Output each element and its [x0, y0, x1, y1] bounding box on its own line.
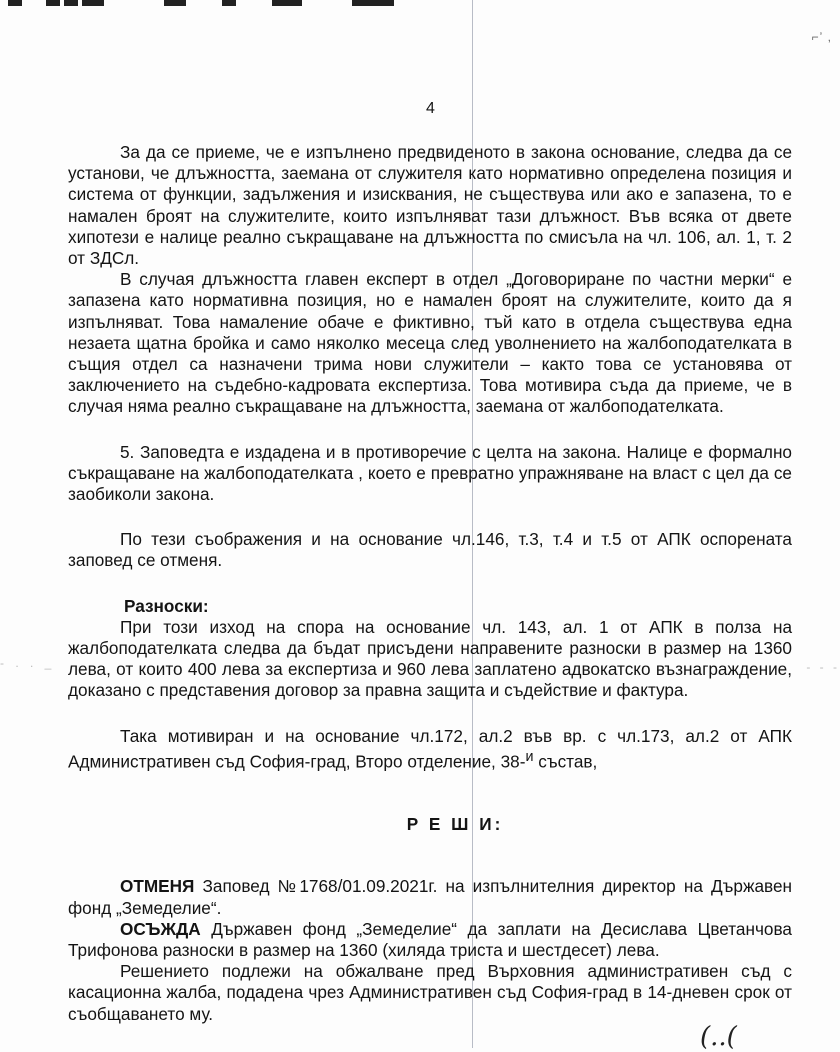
paragraph-case-analysis: В случая длъжността главен експерт в отдел „Договориране по частни мерки“ е запазена като нормативна позиция, но е намален броят на служителите, които да я изпълняват. Това намаление обаче е фиктивно, тъй като в отдела съществува една незаета щатна бройка и само няколко месеца след уволнението на жалбоподателката в същия отдел са назначени трима нови служители – както това се установява от заключението на съдебно-кадровата експертиза. Това мотивира съда да приеме, че в случая няма реално съкращаване на длъжността, заемана от жалбоподателката. — [68, 269, 792, 417]
paragraph-order — [68, 919, 792, 961]
ordinal-suffix: и — [525, 748, 534, 765]
motivation-tail: състав, — [533, 751, 598, 772]
corner-mark: ⌐ʼ , — [811, 30, 832, 44]
annul-text: Заповед №1768/01.09.2021г. на изпълнителния директор на Държавен фонд „Земеделие“. — [68, 876, 792, 918]
scan-header-artifact — [0, 0, 420, 6]
scan-dash-artifact-left: - . . _ — [0, 656, 56, 670]
costs-heading: Разноски: — [124, 595, 209, 616]
order-keyword: ОСЪЖДА — [120, 918, 201, 939]
paragraph-appeal: Решението подлежи на обжалване пред Върховния административен съд с касационна жалба, подадена чрез Административен съд София-град в 14-дневен срок от съобщаването му. — [68, 961, 792, 1024]
paragraph-costs: При този изход на спора на основание чл. 143, ал. 1 от АПК в полза на жалбоподателката следва да бъдат присъдени направените разноски в размер на 1360 лева, от които 400 лева за експертиза и 960 лева заплатено адвокатско възнаграждение, доказано с представения договор за правна защита и съдействие и фактура. — [68, 616, 792, 701]
page-number: 4 — [426, 100, 435, 117]
motivation-text: Така мотивиран и на основание чл.172, ал.2 във вр. с чл.173, ал.2 от АПК Административен съд София-град, Второ отделение, 38- — [68, 725, 792, 772]
signature-fragment: (..( — [700, 1022, 737, 1052]
annul-keyword: ОТМЕНЯ — [120, 876, 195, 897]
scan-dash-artifact-right: - - - — [806, 660, 840, 674]
paragraph-annul — [68, 876, 792, 918]
order-text: Държавен фонд „Земеделие“ да заплати на Десислава Цветанчова Трифонова разноски в размер на 1360 (хиляда триста и шестдесет) лева. — [68, 918, 792, 960]
paragraph-conclusion: По тези съображения и на основание чл.146, т.3, т.4 и т.5 от АПК оспорената заповед се отменя. — [68, 529, 792, 571]
decision-title: Р Е Ш И: — [406, 814, 504, 834]
document-body — [68, 142, 792, 1025]
paragraph-point-5: 5. Заповедта е издадена и в противоречие с целта на закона. Налице е формално съкращаване на жалбоподателката , което е превратно упражняване на власт с цел да се заобиколи закона. — [68, 441, 792, 505]
paragraph-motivation — [68, 726, 792, 773]
paragraph-legal-basis: За да се приеме, че е изпълнено предвиденото в закона основание, следва да се установи, че длъжността, заемана от служителя като нормативно определена позиция и система от функции, задължения и изисквания, не съществува или ако е запазена, то е намален броят на служителите, които изпълняват тази длъжност. Във всяка от двете хипотези е налице реално съкращаване на длъжността по смисъла на чл. 106, ал. 1, т. 2 от ЗДСл. — [68, 142, 792, 269]
